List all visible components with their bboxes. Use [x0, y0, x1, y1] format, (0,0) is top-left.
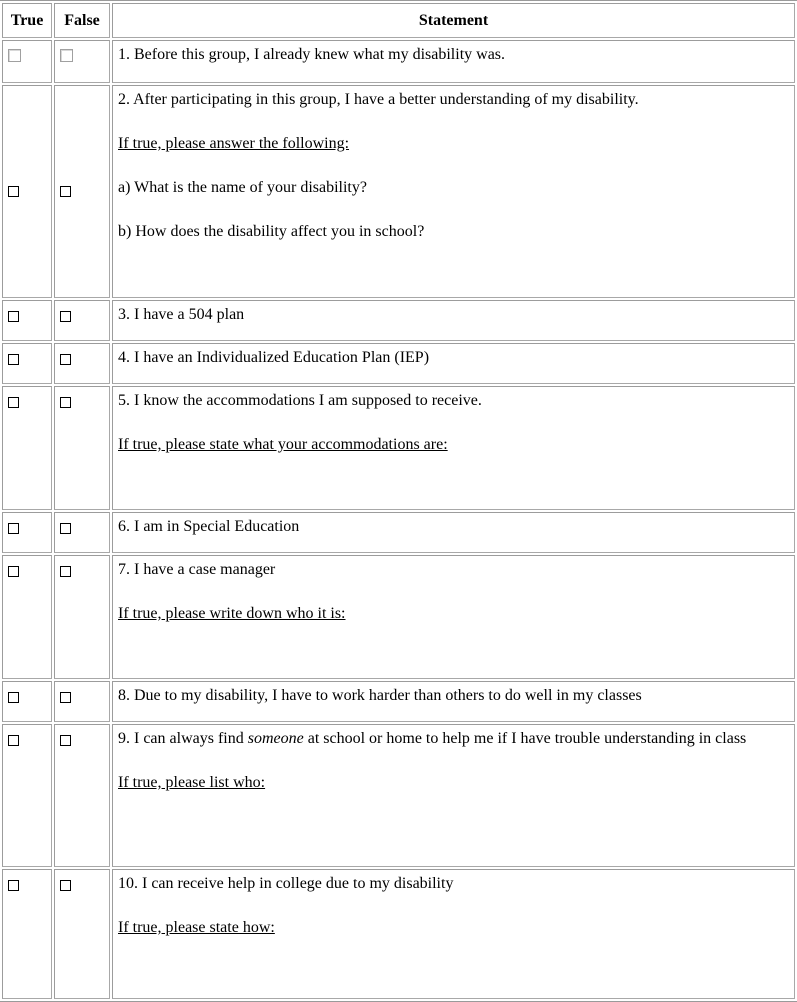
false-checkbox[interactable]	[60, 311, 71, 322]
statement-cell	[112, 386, 795, 510]
false-cell	[54, 869, 110, 999]
false-cell	[54, 40, 110, 83]
false-cell	[54, 512, 110, 553]
table-row	[2, 869, 795, 999]
true-cell	[2, 512, 52, 553]
statement-cell	[112, 343, 795, 384]
false-cell	[54, 386, 110, 510]
false-checkbox[interactable]	[60, 566, 71, 577]
header-true: True	[2, 3, 52, 38]
false-checkbox[interactable]	[60, 692, 71, 703]
sub-question-b: b) How does the disability affect you in school?	[118, 223, 425, 240]
false-checkbox[interactable]	[60, 523, 71, 534]
true-cell	[2, 40, 52, 83]
true-cell	[2, 869, 52, 999]
statement-text	[118, 729, 789, 749]
true-cell	[2, 681, 52, 722]
true-checkbox[interactable]	[8, 692, 19, 703]
true-checkbox[interactable]	[8, 186, 19, 197]
follow-up-prompt: If true, please state how:	[118, 919, 275, 936]
true-cell	[2, 85, 52, 298]
true-checkbox[interactable]	[8, 523, 19, 534]
true-cell	[2, 724, 52, 867]
statement-text: 1. Before this group, I already knew what my disability was.	[118, 46, 506, 63]
table-row	[2, 300, 795, 341]
false-cell	[54, 343, 110, 384]
statement-cell	[112, 85, 795, 298]
false-checkbox[interactable]	[60, 186, 71, 197]
table-row	[2, 724, 795, 867]
statement-text: 3. I have a 504 plan	[118, 306, 245, 323]
statement-cell	[112, 555, 795, 679]
statement-cell	[112, 300, 795, 341]
statement-cell	[112, 869, 795, 999]
table-row	[2, 85, 795, 298]
statement-text: 10. I can receive help in college due to my disability	[118, 875, 454, 892]
table-row	[2, 512, 795, 553]
header-statement: Statement	[112, 3, 795, 38]
table-row	[2, 555, 795, 679]
follow-up-prompt: If true, please list who:	[118, 774, 266, 791]
statement-text: 8. Due to my disability, I have to work harder than others to do well in my classes	[118, 687, 642, 704]
true-checkbox[interactable]	[8, 354, 19, 365]
false-cell	[54, 300, 110, 341]
false-checkbox[interactable]	[60, 397, 71, 408]
false-cell	[54, 555, 110, 679]
statement-text-start: 9. I can always find	[118, 730, 248, 747]
table-row	[2, 40, 795, 83]
statement-cell	[112, 512, 795, 553]
statement-cell	[112, 724, 795, 867]
table-row	[2, 681, 795, 722]
true-checkbox[interactable]	[8, 880, 19, 891]
true-checkbox[interactable]	[8, 49, 21, 62]
statement-text: 6. I am in Special Education	[118, 518, 300, 535]
statement-cell	[112, 40, 795, 83]
statement-text: 2. After participating in this group, I have a better understanding of my disability.	[118, 91, 639, 108]
statement-text-end: at school or home to help me if I have trouble understanding in class	[303, 730, 747, 747]
true-cell	[2, 300, 52, 341]
true-cell	[2, 386, 52, 510]
false-cell	[54, 724, 110, 867]
follow-up-prompt: If true, please write down who it is:	[118, 605, 346, 622]
true-checkbox[interactable]	[8, 397, 19, 408]
statement-text: 7. I have a case manager	[118, 561, 276, 578]
true-checkbox[interactable]	[8, 566, 19, 577]
sub-question-a: a) What is the name of your disability?	[118, 179, 367, 196]
statement-cell	[112, 681, 795, 722]
header-false: False	[54, 3, 110, 38]
header-row	[2, 3, 795, 38]
false-cell	[54, 681, 110, 722]
statement-text: 4. I have an Individualized Education Plan (IEP)	[118, 349, 430, 366]
statement-emphasis: someone	[247, 730, 304, 747]
false-cell	[54, 85, 110, 298]
follow-up-prompt: If true, please state what your accommodations are:	[118, 436, 448, 453]
true-cell	[2, 343, 52, 384]
true-checkbox[interactable]	[8, 311, 19, 322]
false-checkbox[interactable]	[60, 354, 71, 365]
true-cell	[2, 555, 52, 679]
table-row	[2, 343, 795, 384]
statement-text: 5. I know the accommodations I am supposed to receive.	[118, 392, 482, 409]
false-checkbox[interactable]	[60, 880, 71, 891]
follow-up-prompt: If true, please answer the following:	[118, 135, 350, 152]
false-checkbox[interactable]	[60, 49, 73, 62]
true-checkbox[interactable]	[8, 735, 19, 746]
false-checkbox[interactable]	[60, 735, 71, 746]
table-row	[2, 386, 795, 510]
